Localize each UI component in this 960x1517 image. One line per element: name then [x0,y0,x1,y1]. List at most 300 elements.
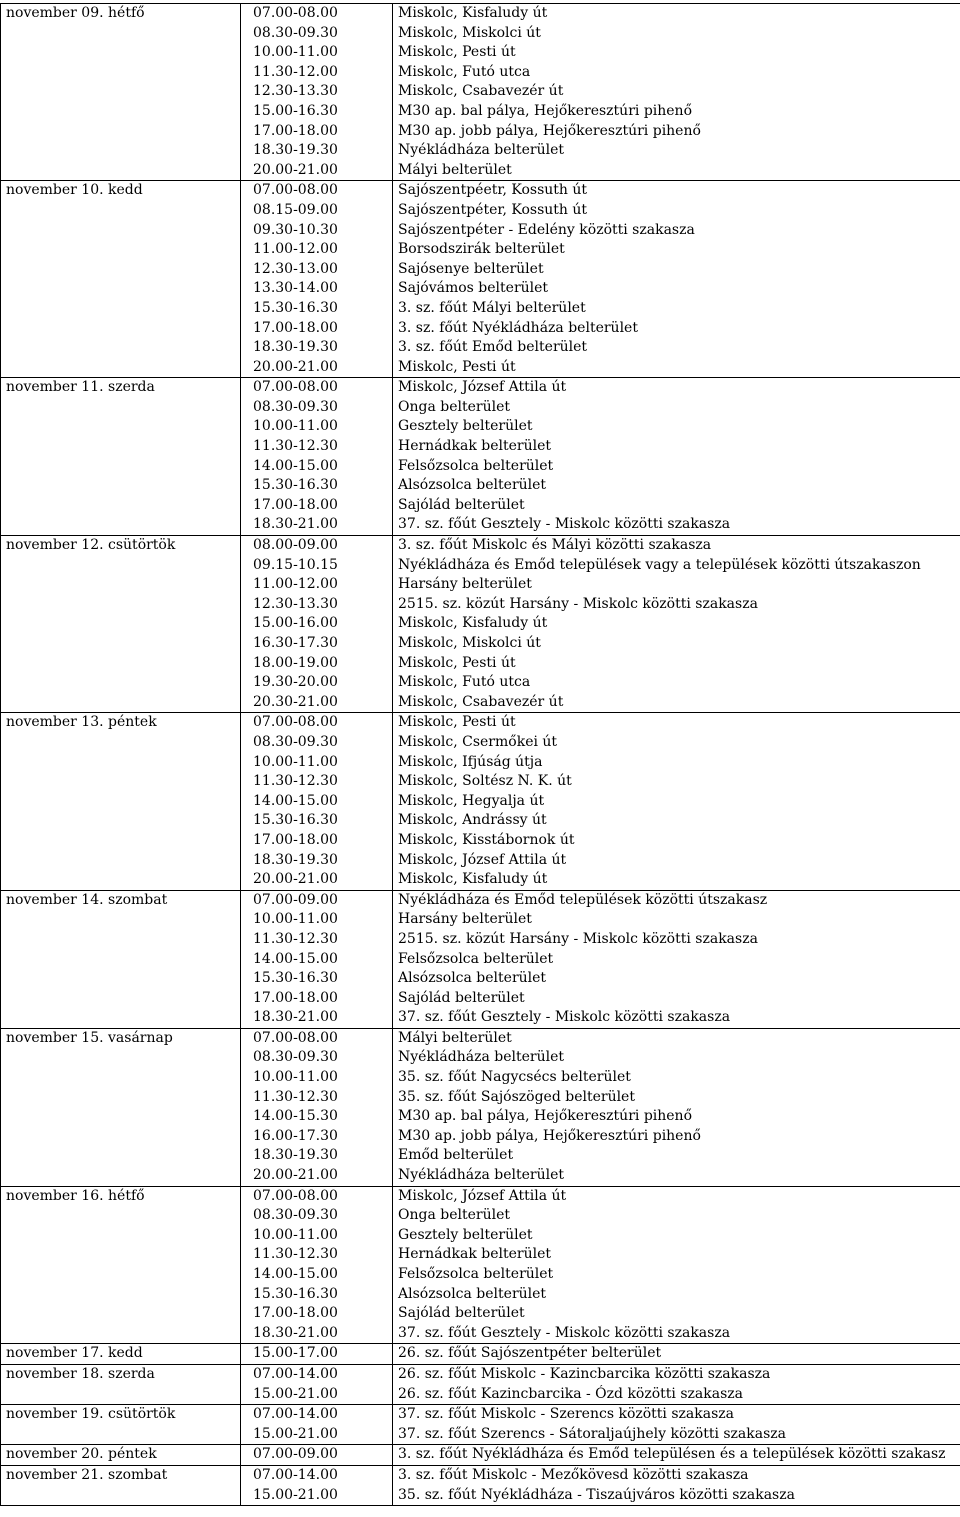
day-cell [1,1425,241,1445]
location-cell: Miskolc, Ifjúság útja [393,753,960,773]
day-cell [1,575,241,595]
day-cell [1,299,241,319]
schedule-row [1,1088,960,1108]
location-cell: Borsodszirák belterület [393,240,960,260]
location-cell: Miskolc, Kisfaludy út [393,4,960,24]
schedule-row [1,575,960,595]
day-cell [1,1226,241,1246]
location-cell: 37. sz. főút Gesztely - Miskolc közötti szakasza [393,515,960,535]
time-cell: 15.00-21.00 [241,1486,393,1506]
location-cell: Miskolc, Miskolci út [393,634,960,654]
time-cell: 20.30-21.00 [241,693,393,713]
day-cell [1,319,241,339]
day-cell [1,1008,241,1028]
time-cell: 07.00-08.00 [241,1028,393,1048]
schedule-row [1,122,960,142]
schedule-row [1,201,960,221]
time-cell: 16.30-17.30 [241,634,393,654]
location-cell: Sajósenye belterület [393,260,960,280]
schedule-row [1,43,960,63]
day-cell [1,1304,241,1324]
schedule-row [1,1324,960,1344]
location-cell: Alsózsolca belterület [393,476,960,496]
day-cell [1,851,241,871]
location-cell: 37. sz. főút Miskolc - Szerencs közötti szakasza [393,1405,960,1425]
day-cell [1,1068,241,1088]
location-cell: Gesztely belterület [393,1226,960,1246]
time-cell: 18.30-19.30 [241,1146,393,1166]
day-cell [1,811,241,831]
location-cell: 26. sz. főút Sajószentpéter belterület [393,1344,960,1365]
location-cell: Sajószentpéetr, Kossuth út [393,181,960,201]
time-cell: 10.00-11.00 [241,417,393,437]
time-cell: 17.00-18.00 [241,831,393,851]
day-cell [1,201,241,221]
location-cell: 26. sz. főút Miskolc - Kazincbarcika közötti szakasza [393,1364,960,1384]
schedule-row [1,1364,960,1384]
day-cell [1,515,241,535]
time-cell: 07.00-09.00 [241,890,393,910]
schedule-row [1,1186,960,1206]
day-cell [1,1146,241,1166]
day-cell [1,989,241,1009]
day-cell [1,753,241,773]
schedule-row [1,870,960,890]
day-cell [1,102,241,122]
location-cell: 2515. sz. közút Harsány - Miskolc közötti szakasza [393,595,960,615]
schedule-row [1,1206,960,1226]
location-cell: Alsózsolca belterület [393,969,960,989]
day-cell [1,673,241,693]
day-cell: november 12. csütörtök [1,536,241,556]
schedule-row [1,654,960,674]
day-cell: november 13. péntek [1,713,241,733]
time-cell: 17.00-18.00 [241,1304,393,1324]
schedule-row [1,63,960,83]
time-cell: 18.00-19.00 [241,654,393,674]
time-cell: 10.00-11.00 [241,1068,393,1088]
day-cell [1,1107,241,1127]
schedule-row [1,595,960,615]
time-cell: 07.00-14.00 [241,1465,393,1485]
schedule-row [1,950,960,970]
schedule-row [1,1405,960,1425]
time-cell: 10.00-11.00 [241,910,393,930]
location-cell: Emőd belterület [393,1146,960,1166]
time-cell: 15.00-21.00 [241,1385,393,1405]
schedule-row [1,181,960,201]
schedule-row [1,772,960,792]
schedule-row [1,338,960,358]
location-cell: Miskolc, Csabavezér út [393,82,960,102]
day-cell [1,1245,241,1265]
schedule-row [1,792,960,812]
schedule-row [1,1245,960,1265]
day-cell [1,772,241,792]
location-cell: Harsány belterület [393,910,960,930]
schedule-row [1,4,960,24]
time-cell: 08.30-09.30 [241,24,393,44]
day-cell [1,260,241,280]
time-cell: 14.00-15.00 [241,457,393,477]
location-cell: Miskolc, József Attila út [393,1186,960,1206]
location-cell: Nyékládháza és Emőd települések vagy a települések közötti útszakaszon [393,556,960,576]
time-cell: 18.30-21.00 [241,515,393,535]
location-cell: 26. sz. főút Kazincbarcika - Ózd közötti szakasza [393,1385,960,1405]
schedule-row [1,1107,960,1127]
time-cell: 17.00-18.00 [241,989,393,1009]
schedule-row [1,1445,960,1466]
day-cell [1,654,241,674]
schedule-row [1,24,960,44]
day-cell [1,556,241,576]
location-cell: Harsány belterület [393,575,960,595]
day-cell [1,1206,241,1226]
schedule-row [1,536,960,556]
day-cell [1,1048,241,1068]
time-cell: 11.00-12.00 [241,575,393,595]
schedule-row [1,890,960,910]
schedule-row [1,299,960,319]
location-cell: 37. sz. főút Gesztely - Miskolc közötti szakasza [393,1008,960,1028]
location-cell: Miskolc, Pesti út [393,358,960,378]
location-cell: Sajószentpéter - Edelény közötti szakasza [393,221,960,241]
location-cell: Miskolc, Miskolci út [393,24,960,44]
day-cell [1,457,241,477]
schedule-row [1,1425,960,1445]
day-cell: november 10. kedd [1,181,241,201]
schedule-row [1,1048,960,1068]
location-cell: Sajólád belterület [393,1304,960,1324]
location-cell: 2515. sz. közút Harsány - Miskolc közötti szakasza [393,930,960,950]
location-cell: Miskolc, Hegyalja út [393,792,960,812]
time-cell: 12.30-13.30 [241,82,393,102]
day-cell [1,496,241,516]
schedule-row [1,910,960,930]
location-cell: Hernádkak belterület [393,437,960,457]
time-cell: 10.00-11.00 [241,1226,393,1246]
schedule-row [1,733,960,753]
time-cell: 07.00-08.00 [241,713,393,733]
schedule-row [1,240,960,260]
schedule-row [1,1008,960,1028]
day-cell: november 11. szerda [1,378,241,398]
time-cell: 18.30-21.00 [241,1324,393,1344]
day-cell [1,24,241,44]
location-cell: Onga belterület [393,1206,960,1226]
schedule-row [1,1166,960,1186]
time-cell: 11.30-12.30 [241,437,393,457]
day-cell [1,437,241,457]
location-cell: Miskolc, Soltész N. K. út [393,772,960,792]
day-cell: november 09. hétfő [1,4,241,24]
day-cell [1,1088,241,1108]
schedule-row [1,1265,960,1285]
day-cell [1,63,241,83]
schedule-row [1,1486,960,1506]
schedule-row [1,1068,960,1088]
location-cell: Miskolc, Andrássy út [393,811,960,831]
schedule-row [1,319,960,339]
time-cell: 07.00-08.00 [241,181,393,201]
day-cell [1,733,241,753]
time-cell: 10.00-11.00 [241,43,393,63]
schedule-row [1,851,960,871]
schedule-row [1,556,960,576]
time-cell: 07.00-14.00 [241,1364,393,1384]
location-cell: Miskolc, Pesti út [393,713,960,733]
schedule-row [1,1127,960,1147]
schedule-row [1,811,960,831]
time-cell: 18.30-19.30 [241,141,393,161]
schedule-row [1,634,960,654]
schedule-row [1,1285,960,1305]
day-cell [1,969,241,989]
time-cell: 15.30-16.30 [241,1285,393,1305]
location-cell: Felsőzsolca belterület [393,457,960,477]
day-cell [1,476,241,496]
schedule-row [1,221,960,241]
location-cell: 3. sz. főút Nyékládháza és Emőd településen és a települések közötti szakasz [393,1445,960,1466]
location-cell: M30 ap. jobb pálya, Hejőkeresztúri pihenő [393,122,960,142]
time-cell: 20.00-21.00 [241,161,393,181]
time-cell: 17.00-18.00 [241,496,393,516]
schedule-row [1,1226,960,1246]
time-cell: 10.00-11.00 [241,753,393,773]
time-cell: 18.30-19.30 [241,338,393,358]
schedule-row [1,1146,960,1166]
schedule-row [1,457,960,477]
time-cell: 08.00-09.00 [241,536,393,556]
location-cell: 3. sz. főút Mályi belterület [393,299,960,319]
time-cell: 09.30-10.30 [241,221,393,241]
time-cell: 08.30-09.30 [241,1048,393,1068]
time-cell: 08.30-09.30 [241,1206,393,1226]
time-cell: 15.30-16.30 [241,811,393,831]
day-cell [1,358,241,378]
location-cell: Nyékládháza belterület [393,1166,960,1186]
time-cell: 15.00-16.00 [241,614,393,634]
day-cell [1,141,241,161]
time-cell: 07.00-09.00 [241,1445,393,1466]
schedule-row [1,1304,960,1324]
time-cell: 15.30-16.30 [241,476,393,496]
day-cell [1,122,241,142]
time-cell: 12.30-13.00 [241,260,393,280]
schedule-row [1,753,960,773]
time-cell: 08.30-09.30 [241,733,393,753]
location-cell: Miskolc, Kisstábornok út [393,831,960,851]
time-cell: 20.00-21.00 [241,358,393,378]
location-cell: M30 ap. bal pálya, Hejőkeresztúri pihenő [393,102,960,122]
location-cell: 37. sz. főút Szerencs - Sátoraljaújhely közötti szakasza [393,1425,960,1445]
day-cell [1,614,241,634]
schedule-row [1,1028,960,1048]
day-cell: november 17. kedd [1,1344,241,1365]
time-cell: 20.00-21.00 [241,870,393,890]
time-cell: 15.30-16.30 [241,299,393,319]
time-cell: 14.00-15.30 [241,1107,393,1127]
location-cell: 35. sz. főút Sajószöged belterület [393,1088,960,1108]
schedule-row [1,82,960,102]
location-cell: Felsőzsolca belterület [393,950,960,970]
time-cell: 14.00-15.00 [241,792,393,812]
schedule-row [1,260,960,280]
time-cell: 07.00-08.00 [241,1186,393,1206]
location-cell: Sajóvámos belterület [393,279,960,299]
schedule-row [1,989,960,1009]
schedule-row [1,358,960,378]
time-cell: 17.00-18.00 [241,122,393,142]
location-cell: M30 ap. jobb pálya, Hejőkeresztúri pihenő [393,1127,960,1147]
day-cell [1,1127,241,1147]
location-cell: Sajószentpéter, Kossuth út [393,201,960,221]
schedule-row [1,713,960,733]
time-cell: 15.30-16.30 [241,969,393,989]
schedule-row [1,930,960,950]
day-cell: november 14. szombat [1,890,241,910]
time-cell: 09.15-10.15 [241,556,393,576]
location-cell: Miskolc, Futó utca [393,63,960,83]
day-cell: november 15. vasárnap [1,1028,241,1048]
location-cell: 3. sz. főút Emőd belterület [393,338,960,358]
day-cell [1,693,241,713]
schedule-row [1,1465,960,1485]
day-cell [1,417,241,437]
day-cell [1,792,241,812]
time-cell: 19.30-20.00 [241,673,393,693]
day-cell [1,1166,241,1186]
location-cell: 37. sz. főút Gesztely - Miskolc közötti szakasza [393,1324,960,1344]
location-cell: Hernádkak belterület [393,1245,960,1265]
time-cell: 14.00-15.00 [241,1265,393,1285]
day-cell: november 16. hétfő [1,1186,241,1206]
location-cell: Miskolc, Kisfaludy út [393,614,960,634]
day-cell [1,161,241,181]
location-cell: Onga belterület [393,398,960,418]
time-cell: 07.00-08.00 [241,378,393,398]
day-cell [1,634,241,654]
schedule-row [1,969,960,989]
location-cell: Miskolc, Pesti út [393,654,960,674]
schedule-row [1,496,960,516]
day-cell [1,831,241,851]
day-cell [1,1385,241,1405]
location-cell: Alsózsolca belterület [393,1285,960,1305]
time-cell: 07.00-14.00 [241,1405,393,1425]
time-cell: 16.00-17.30 [241,1127,393,1147]
day-cell [1,1285,241,1305]
location-cell: 3. sz. főút Nyékládháza belterület [393,319,960,339]
location-cell: Gesztely belterület [393,417,960,437]
time-cell: 15.00-21.00 [241,1425,393,1445]
time-cell: 20.00-21.00 [241,1166,393,1186]
schedule-row [1,398,960,418]
location-cell: Mályi belterület [393,161,960,181]
time-cell: 11.00-12.00 [241,240,393,260]
time-cell: 07.00-08.00 [241,4,393,24]
time-cell: 11.30-12.30 [241,1088,393,1108]
location-cell: Nyékládháza és Emőd települések közötti útszakasz [393,890,960,910]
time-cell: 08.15-09.00 [241,201,393,221]
time-cell: 08.30-09.30 [241,398,393,418]
schedule-row [1,831,960,851]
time-cell: 11.30-12.30 [241,772,393,792]
day-cell [1,930,241,950]
location-cell: Felsőzsolca belterület [393,1265,960,1285]
time-cell: 17.00-18.00 [241,319,393,339]
time-cell: 15.00-17.00 [241,1344,393,1365]
time-cell: 14.00-15.00 [241,950,393,970]
schedule-row [1,515,960,535]
location-cell: Miskolc, Pesti út [393,43,960,63]
day-cell: november 18. szerda [1,1364,241,1384]
location-cell: Miskolc, Kisfaludy út [393,870,960,890]
schedule-row [1,279,960,299]
time-cell: 18.30-21.00 [241,1008,393,1028]
day-cell [1,338,241,358]
day-cell: november 19. csütörtök [1,1405,241,1425]
day-cell [1,82,241,102]
schedule-row [1,476,960,496]
time-cell: 11.30-12.30 [241,1245,393,1265]
location-cell: Sajólád belterület [393,989,960,1009]
schedule-row [1,1344,960,1365]
location-cell: 35. sz. főút Nyékládháza - Tiszaújváros közötti szakasza [393,1486,960,1506]
day-cell [1,910,241,930]
day-cell [1,240,241,260]
location-cell: 3. sz. főút Miskolc - Mezőkövesd közötti szakasza [393,1465,960,1485]
day-cell [1,1486,241,1506]
day-cell [1,1265,241,1285]
time-cell: 11.30-12.00 [241,63,393,83]
schedule-row [1,417,960,437]
day-cell [1,221,241,241]
schedule-row [1,693,960,713]
schedule-row [1,1385,960,1405]
schedule-row [1,614,960,634]
schedule-table [0,3,960,1506]
schedule-row [1,437,960,457]
day-cell [1,1324,241,1344]
time-cell: 13.30-14.00 [241,279,393,299]
schedule-row [1,673,960,693]
location-cell: Miskolc, József Attila út [393,378,960,398]
time-cell: 11.30-12.30 [241,930,393,950]
day-cell [1,870,241,890]
time-cell: 15.00-16.30 [241,102,393,122]
location-cell: 35. sz. főút Nagycsécs belterület [393,1068,960,1088]
location-cell: Miskolc, József Attila út [393,851,960,871]
schedule-body [1,4,960,1506]
location-cell: Nyékládháza belterület [393,1048,960,1068]
day-cell [1,950,241,970]
schedule-row [1,141,960,161]
location-cell: Nyékládháza belterület [393,141,960,161]
schedule-row [1,161,960,181]
location-cell: 3. sz. főút Miskolc és Mályi közötti szakasza [393,536,960,556]
location-cell: Miskolc, Csabavezér út [393,693,960,713]
day-cell: november 21. szombat [1,1465,241,1485]
day-cell: november 20. péntek [1,1445,241,1466]
location-cell: Miskolc, Csermőkei út [393,733,960,753]
location-cell: Miskolc, Futó utca [393,673,960,693]
schedule-row [1,102,960,122]
location-cell: Sajólád belterület [393,496,960,516]
day-cell [1,43,241,63]
location-cell: M30 ap. bal pálya, Hejőkeresztúri pihenő [393,1107,960,1127]
location-cell: Mályi belterület [393,1028,960,1048]
